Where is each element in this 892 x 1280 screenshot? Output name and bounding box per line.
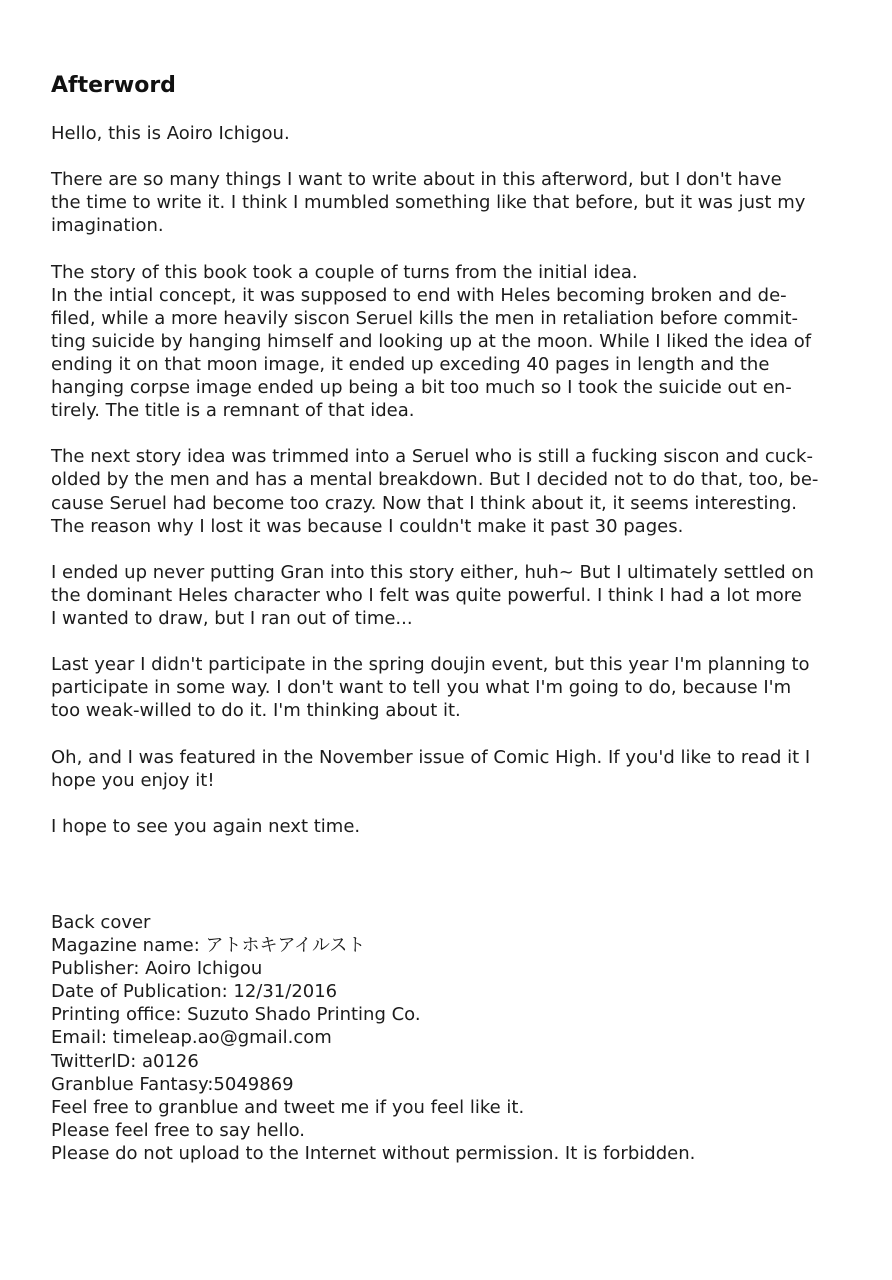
- colophon-line-magazine: Magazine name: アトホキアイルスト: [51, 935, 366, 957]
- colophon: [51, 911, 851, 1165]
- colophon-line-no-upload: Please do not upload to the Internet without permission. It is forbidden.: [51, 1142, 696, 1164]
- paragraph-gran: I ended up never putting Gran into this story either, huh~ But I ultimately settled on the dominant Heles character who I felt was quite powerful. I think I had a lot more I wanted to draw, but I ran out of time...: [51, 561, 814, 629]
- paragraph-event: Last year I didn't participate in the spring doujin event, but this year I'm planning to participate in some way. I don't want to tell you what I'm going to do, because I'm too weak-willed to do it. I'm thinking about it.: [51, 654, 810, 722]
- paragraph-intro: There are so many things I want to write about in this afterword, but I don't have the time to write it. I think I mumbled something like that before, but it was just my imagination.: [51, 169, 806, 237]
- afterword-body: [51, 122, 851, 861]
- colophon-line-back-cover: Back cover: [51, 912, 151, 933]
- paragraph-comic-high: Oh, and I was featured in the November issue of Comic High. If you'd like to read it I hope you enjoy it!: [51, 746, 811, 791]
- colophon-line-hello: Please feel free to say hello.: [51, 1119, 306, 1141]
- colophon-line-granblue-note: Feel free to granblue and tweet me if you feel like it.: [51, 1096, 525, 1118]
- colophon-line-date: Date of Publication: 12/31/2016: [51, 981, 338, 1003]
- paragraph-story-next: The next story idea was trimmed into a Seruel who is still a fucking siscon and cuck- olded by the men and has a mental breakdown. But I decided not to do that, too, be- cause Seruel had become too crazy. Now that I think about it, it seems interesting. The reason why I lost it was because I couldn't make it past 30 pages.: [51, 446, 819, 537]
- colophon-line-email: Email: timeleap.ao@gmail.com: [51, 1027, 332, 1049]
- colophon-line-publisher: Publisher: Aoiro Ichigou: [51, 958, 263, 980]
- colophon-line-granblue-id: Granblue Fantasy:5049869: [51, 1073, 294, 1095]
- page-title: Afterword: [51, 73, 176, 98]
- paragraph-greeting: Hello, this is Aoiro Ichigou.: [51, 123, 290, 144]
- colophon-line-twitter: TwitterlD: a0126: [51, 1050, 199, 1072]
- colophon-line-printer: Printing office: Suzuto Shado Printing Co.: [51, 1004, 421, 1026]
- paragraph-story-initial: The story of this book took a couple of turns from the initial idea. In the intial concept, it was supposed to end with Heles becoming broken and de- filed, while a more heavily siscon Seruel kills the men in retaliation before commit- ting suicide by hanging himself and looking up at the moon. While I liked the idea of ending it on that moon image, it ended up exceding 40 pages in length and the hanging corpse image ended up being a bit too much so I took the suicide out en- tirely. The title is a remnant of that idea.: [51, 261, 812, 422]
- paragraph-closing: I hope to see you again next time.: [51, 815, 361, 837]
